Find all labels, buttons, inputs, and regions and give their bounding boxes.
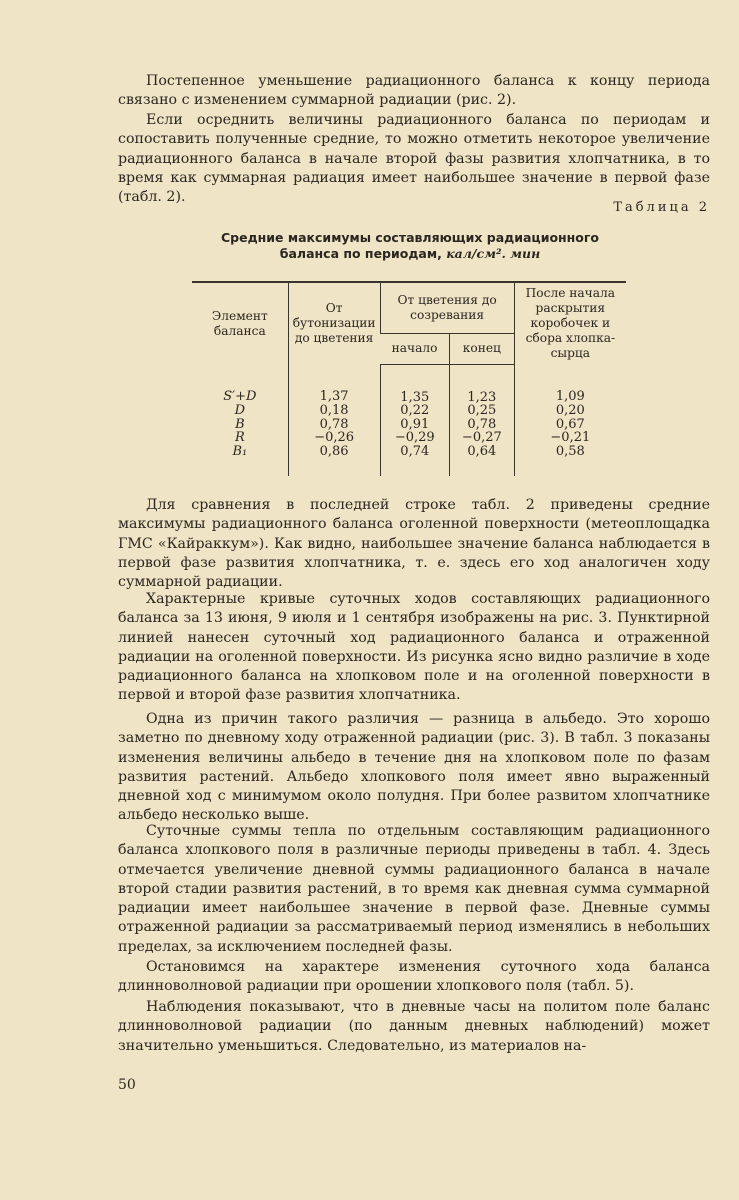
cell-end: −0,27 — [450, 431, 515, 445]
cell-element: D — [234, 403, 246, 418]
table-row — [192, 404, 626, 418]
table-title — [170, 230, 650, 262]
table-title-unit: кал/см². мин — [446, 246, 541, 261]
cell-bud: 0,78 — [288, 418, 380, 432]
cell-bud: 0,86 — [288, 445, 380, 477]
cell-end: 0,64 — [450, 445, 515, 477]
cell-element: S′+D — [223, 389, 257, 405]
cell-element: R — [234, 430, 245, 445]
header-flower: От цветения до созревания — [380, 282, 514, 334]
table-row — [192, 364, 626, 404]
cell-start: 0,22 — [380, 404, 449, 418]
cell-after: −0,21 — [514, 431, 626, 445]
cell-start: −0,29 — [380, 431, 449, 445]
data-table — [192, 281, 626, 476]
cell-after: 1,09 — [514, 364, 626, 404]
page-number: 50 — [118, 1077, 136, 1093]
cell-bud: 0,18 — [288, 404, 380, 418]
table-row — [192, 418, 626, 432]
cell-element: B — [235, 416, 245, 432]
table-title-line2: баланса по периодам, — [279, 246, 442, 261]
cell-after: 0,58 — [514, 445, 626, 477]
paragraph: Если осреднить величины радиационного баланса по периодам и сопоставить полученные средние, то можно отметить некоторое увеличение радиационного баланса в начале второй фазы развития хлопчатника, в то время как суммарная радиация имеет наибольшее значение в первой фазе (табл. 2). — [118, 112, 710, 206]
header-end: конец — [450, 334, 515, 364]
table-label: Таблица 2 — [613, 200, 710, 215]
cell-start: 0,74 — [380, 445, 449, 477]
header-bud: От бутонизации до цветения — [288, 282, 380, 364]
cell-end: 0,78 — [450, 418, 515, 432]
cell-element: B₁ — [232, 443, 248, 459]
paragraph: Остановимся на характере изменения суточного хода баланса длинноволновой радиации при орошении хлопкового поля (табл. 5). — [118, 959, 710, 995]
paragraph: Характерные кривые суточных ходов составляющих радиационного баланса за 13 июня, 9 июля и 1 сентября изображены на рис. 3. Пунктирной линией нанесен суточный ход радиационного баланса и отраженной радиации на оголенной поверхности. Из рисунка ясно видно различие в ходе радиационного баланса на хлопковом поле и на оголенной поверхности в первой и второй фазе развития хлопчатника. — [118, 591, 710, 704]
paragraph: Постепенное уменьшение радиационного баланса к концу периода связано с изменением суммарной радиации (рис. 2). — [118, 73, 710, 109]
cell-end: 0,25 — [450, 404, 515, 418]
header-start: начало — [380, 334, 449, 364]
paragraph: Наблюдения показывают, что в дневные часы на политом поле баланс длинноволновой радиации (по данным дневных наблюдений) может значительно уменьшиться. Следовательно, из материалов на- — [118, 999, 710, 1054]
table-title-line1: Средние максимумы составляющих радиационного — [220, 230, 600, 245]
table-row — [192, 445, 626, 477]
paragraph: Одна из причин такого различия — разница в альбедо. Это хорошо заметно по дневному ходу отраженной радиации (рис. 3). В табл. 3 показаны изменения величины альбедо в течение дня на хлопковом поле по фазам развития растений. Альбедо хлопкового поля имеет явно выраженный дневной ход с минимумом около полудня. При более развитом хлопчатнике альбедо несколько выше. — [118, 711, 710, 824]
cell-after: 0,67 — [514, 418, 626, 432]
paragraph: Для сравнения в последней строке табл. 2 приведены средние максимумы радиационного баланса оголенной поверхности (метеоплощадка ГМС «Кайраккум»). Как видно, наибольшее значение баланса наблюдается в первой фазе развития хлопчатника, т. е. здесь его ход аналогичен ходу суммарной радиации. — [118, 497, 710, 591]
header-after: После начала раскрытия коробочек и сбора хлопка-сырца — [514, 282, 626, 364]
cell-bud: 1,37 — [288, 364, 380, 404]
cell-bud: −0,26 — [288, 431, 380, 445]
cell-start: 0,91 — [380, 418, 449, 432]
header-element: Элемент баланса — [192, 282, 288, 364]
cell-end: 1,23 — [450, 364, 515, 404]
cell-start: 1,35 — [380, 364, 449, 404]
table-row — [192, 431, 626, 445]
paragraph: Суточные суммы тепла по отдельным составляющим радиационного баланса хлопкового поля в различные периоды приведены в табл. 4. Здесь отмечается увеличение дневной суммы радиационного баланса в начале второй стадии развития растений, в то время как дневная сумма суммарной радиации имеет наибольшее значение в первой фазе. Дневные суммы отраженной радиации за рассматриваемый период изменялись в небольших пределах, за исключением последней фазы. — [118, 823, 710, 955]
cell-after: 0,20 — [514, 404, 626, 418]
